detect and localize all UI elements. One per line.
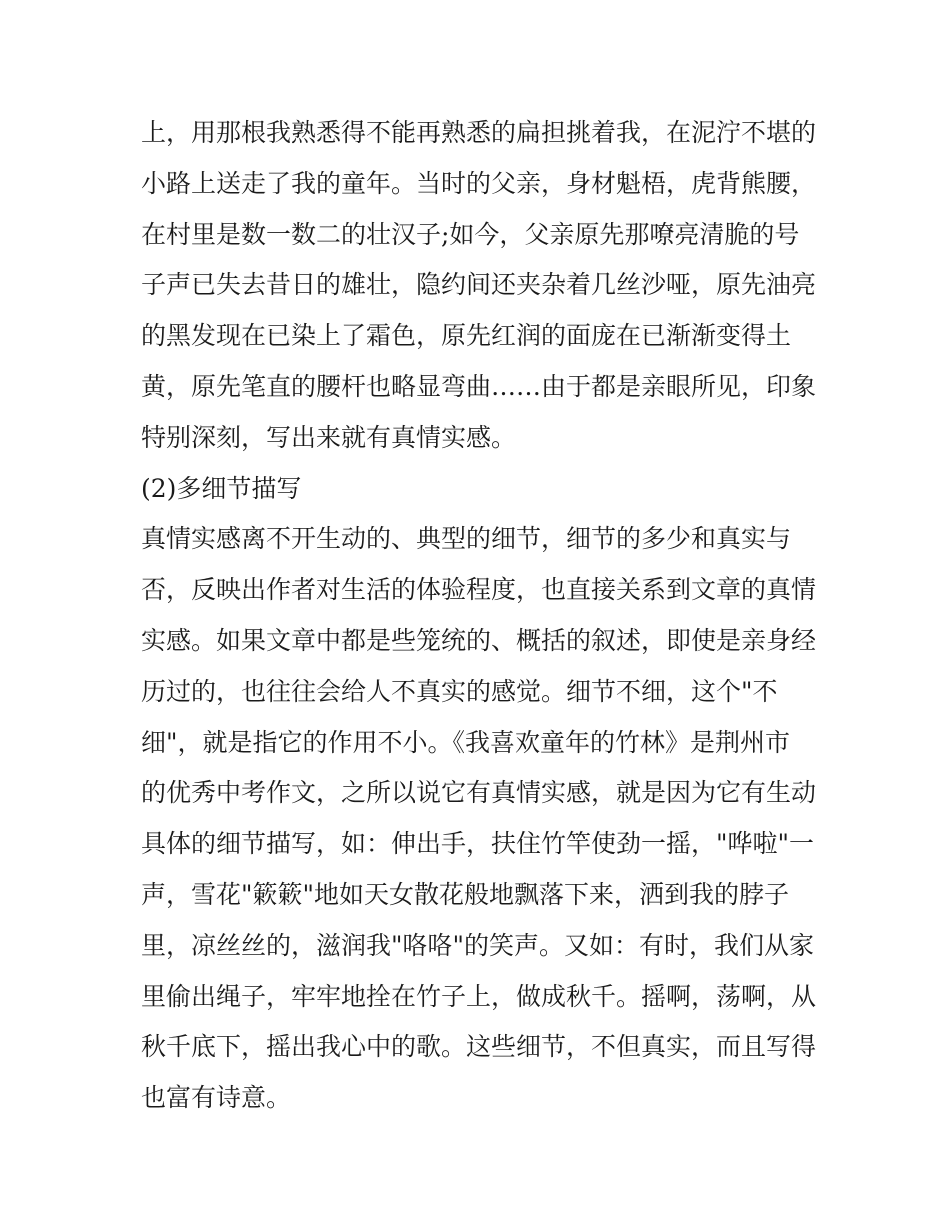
- text-line: 历过的，也往往会给人不真实的感觉。细节不细，这个"不: [141, 676, 778, 706]
- text-line: 的黑发现在已染上了霜色，原先红润的面庞在已渐渐变得土: [141, 321, 792, 351]
- text-line: 细"，就是指它的作用不小。《我喜欢童年的竹林》是荆州市: [141, 727, 791, 757]
- text-line: 小路上送走了我的童年。当时的父亲，身材魁梧，虎背熊腰，: [141, 168, 817, 198]
- text-line: 黄，原先笔直的腰杆也略显弯曲……由于都是亲眼所见，印象: [141, 371, 817, 401]
- text-line: 特别深刻，写出来就有真情实感。: [141, 422, 517, 452]
- text-line: 里偷出绳子，牢牢地拴在竹子上，做成秋千。摇啊，荡啊，从: [141, 981, 817, 1011]
- text-line: 具体的细节描写，如：伸出手，扶住竹竿使劲一摇，"哗啦"一: [141, 829, 815, 859]
- body-text: [141, 108, 821, 1124]
- text-line: 否，反映出作者对生活的体验程度，也直接关系到文章的真情: [141, 575, 817, 605]
- text-line: 实感。如果文章中都是些笼统的、概括的叙述，即使是亲身经: [141, 625, 817, 655]
- text-line: 里，凉丝丝的，滋润我"咯咯"的笑声。又如：有时，我们从家: [141, 930, 815, 960]
- text-line: 上，用那根我熟悉得不能再熟悉的扁担挑着我，在泥泞不堪的: [141, 118, 817, 147]
- text-line: 真情实感离不开生动的、典型的细节，细节的多少和真实与: [141, 524, 792, 554]
- text-line: 也富有诗意。: [141, 1083, 292, 1113]
- text-line: 在村里是数一数二的壮汉子;如今，父亲原先那嘹亮清脆的号: [141, 219, 800, 249]
- text-line: 的优秀中考作文，之所以说它有真情实感，就是因为它有生动: [141, 778, 817, 808]
- text-line: 子声已失去昔日的雄壮，隐约间还夹杂着几丝沙哑，原先油亮: [141, 270, 817, 300]
- text-line: 声，雪花"簌簌"地如天女散花般地飘落下来，洒到我的脖子: [141, 879, 790, 909]
- text-line: 秋千底下，摇出我心中的歌。这些细节，不但真实，而且写得: [141, 1032, 817, 1062]
- section-heading: (2)多细节描写: [141, 473, 302, 503]
